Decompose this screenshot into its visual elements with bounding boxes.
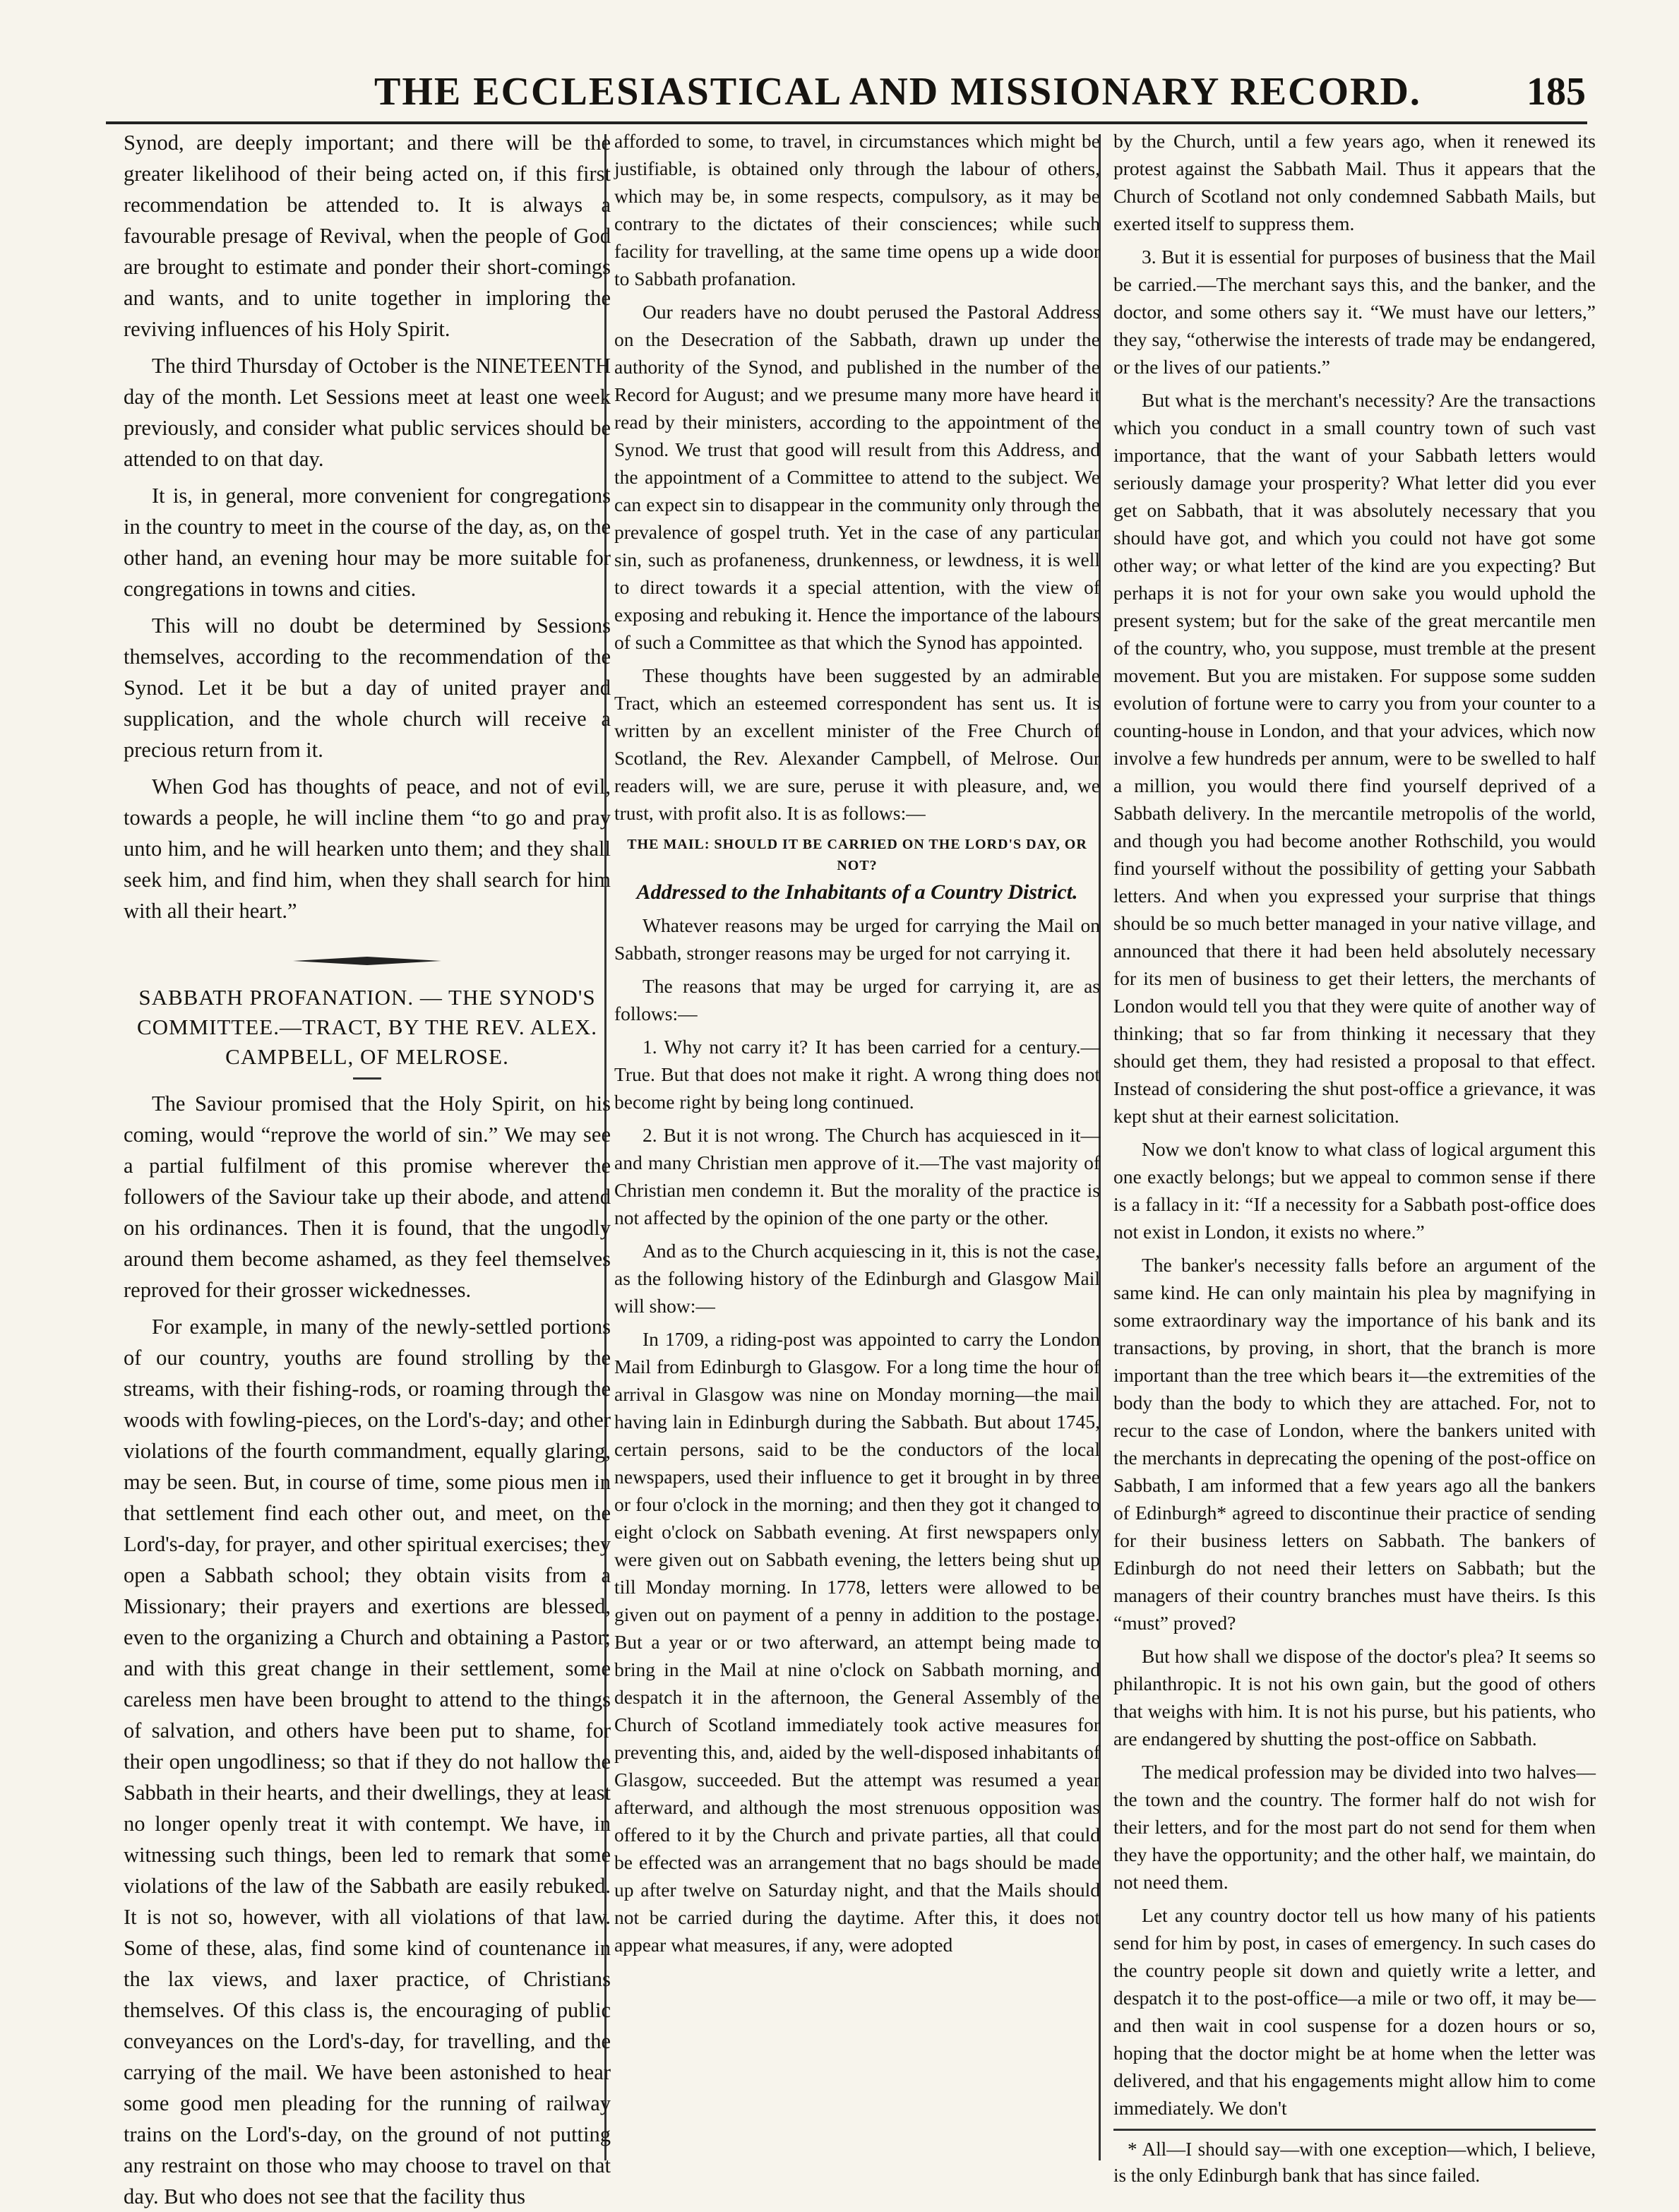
paragraph: And as to the Church acquiescing in it, this is not the case, as the following history of the Edinburgh and Glasgow Mail will show:—: [614, 1240, 1100, 1317]
paragraph: When God has thoughts of peace, and not of evil, towards a people, he will incline them “to go and pray unto him, and he will hearken unto them; and they shall seek him, and find him, when they shall search for him with all their heart.”: [124, 775, 611, 923]
ornament-icon: [293, 956, 441, 966]
paragraph: It is, in general, more convenient for congregations in the country to meet in the course of the day, as, on the other hand, an evening hour may be more suitable for congregations in towns and cities.: [124, 484, 611, 601]
paragraph: The third Thursday of October is the NINETEENTH day of the month. Let Sessions meet at least one week previously, and consider what public services should be attended to on that day.: [124, 354, 611, 471]
column-3: [1098, 127, 1596, 2186]
paragraph: Whatever reasons may be urged for carrying the Mail on Sabbath, stronger reasons may be urged for not carrying it.: [614, 914, 1100, 964]
paragraph: For example, in many of the newly-settled portions of our country, youths are found strolling by the streams, with their fishing-rods, or roaming through the woods with fowling-pieces, on the Lord's-day; and other violations of the fourth commandment, equally glaring, may be seen. But, in course of time, some pious men in that settlement find each other out, and meet, on the Lord's-day, for prayer, and other spiritual exercises; they open a Sabbath school; they obtain visits from a Missionary; their prayers and exertions are blessed, even to the organizing a Church and obtaining a Pastor; and with this great change in their settlement, some careless men have been brought to attend to the things of salvation, and others have been put to shame, for their open ungodliness; so that if they do not hallow the Sabbath in their hearts, and their dwellings, they at least no longer openly treat it with contempt. We have, in witnessing such things, been led to remark that some violations of the law of the Sabbath are easily rebuked. It is not so, however, with all violations of that law. Some of these, alas, find some kind of countenance in the lax views, and laxer practice, of Christians themselves. Of this class is, the encouraging of public conveyances on the Lord's-day, for travelling, and the carrying of the mail. We have been astonished to hear some good men pleading for the running of railway trains on the Lord's-day, on the ground of not putting any restraint on those who may choose to travel on that day. But who does not see that the facility thus: [124, 1315, 611, 2208]
tract-heading: THE MAIL: SHOULD IT BE CARRIED ON THE LORD'S DAY, OR NOT?: [627, 837, 1087, 873]
paragraph: Now we don't know to what class of logical argument this one exactly belongs; but we appeal to common sense if there is a fallacy in it: “If a necessity for a Sabbath post-office does not exist in London, it exists no where.”: [1113, 1138, 1596, 1243]
paragraph: The medical profession may be divided into two halves—the town and the country. The former half do not wish for their letters, and for the most part do not send for them when they have the opportunity; and the other half, we maintain, do not need them.: [1113, 1761, 1596, 1893]
column-2: [600, 127, 1100, 2168]
paragraph: But what is the merchant's necessity? Are the transactions which you conduct in a small country town of such vast importance, that the want of your Sabbath letters would seriously damage your prosperity? What letter did you ever get on Sabbath, that it was absolutely necessary that you should have got, and which you could not have got some other way; or what letter of the kind are you expecting? But perhaps it is not for your own sake you would uphold the present system; but for the sake of the great mercantile men of the country, who, you suppose, must tremble at the present movement. But you are mistaken. For suppose some sudden evolution of fortune were to carry you from your counter to a counting-house in London, and that your advices, which now involve a few hundreds per annum, were to be swelled to half a million, you would there find yourself deprived of a Sabbath delivery. In the mercantile metropolis of the world, and though you had become another Rothschild, you would find yourself without the possibility of getting your Sabbath letters. And when you expressed your surprise that things should be so much better managed in your native village, and announced that there it had been held absolutely necessary for its men of business to get their letters, the merchants of London would tell you that they were quite of another way of thinking; that so far from thinking it necessary that they should get them, they had resisted a proposal to that effect. Instead of considering the shut post-office a grievance, it was kept shut at their earnest solicitation.: [1113, 389, 1596, 1127]
paragraph: afforded to some, to travel, in circumstances which might be justifiable, is obtained only through the labour of others, which may be, in some respects, compulsory, as it may be contrary to the dictates of their consciences; while such facility for travelling, at the same time opens up a wide door to Sabbath profanation.: [614, 130, 1100, 289]
ornamental-rule: [124, 956, 611, 966]
page-number: 185: [1526, 70, 1586, 114]
tract-subheading: Addressed to the Inhabitants of a Country District.: [636, 880, 1078, 904]
footnote-divider: [1113, 2129, 1596, 2131]
footnote: * All—I should say—with one exception—which, I believe, is the only Edinburgh bank that has since failed.: [1113, 2139, 1596, 2186]
paragraph: Let any country doctor tell us how many of his patients send for him by post, in cases of emergency. In such cases do the country people sit down and quietly write a letter, and despatch it to the post-office—a mile or two off, it may be—and then wait in cool suspense for a dozen hours or so, hoping that the doctor might be at home when the letter was delivered, and that his engagements might allow him to come immediately. We don't: [1113, 1904, 1596, 2119]
paragraph: by the Church, until a few years ago, when it renewed its protest against the Sabbath Mail. Thus it appears that the Church of Scotland not only condemned Sabbath Mails, but exerted itself to suppress them.: [1113, 130, 1596, 234]
paragraph: The Saviour promised that the Holy Spirit, on his coming, would “reprove the world of sin.” We may see a partial fulfilment of this promise wherever the followers of the Saviour take up their abode, and attend on his ordinances. Then it is found, that the ungodly around them become ashamed, as they feel themselves reproved for their grosser wickednesses.: [124, 1092, 611, 1302]
paragraph: These thoughts have been suggested by an admirable Tract, which an esteemed correspondent has sent us. It is written by an excellent minister of the Free Church of Scotland, the Rev. Alexander Campbell, of Melrose. Our readers will, we are sure, peruse it with pleasure, and, we trust, with profit also. It is as follows:—: [614, 664, 1100, 824]
title-underline: [124, 1077, 611, 1080]
page-header: [106, 65, 1587, 124]
paragraph: In 1709, a riding-post was appointed to carry the London Mail from Edinburgh to Glasgow. For a long time the hour of arrival in Glasgow was nine on Monday morning—the mail having lain in Edinburgh during the Sabbath. But about 1745, certain persons, said to be the conductors of the local newspapers, used their influence to get it brought in by three or four o'clock in the morning; and then they got it changed to eight o'clock on Sabbath evening. At first newspapers only were given out on Sabbath evening, the letters being shut up till Monday morning. In 1778, letters were allowed to be given out on payment of a penny in addition to the postage. But a year or or two afterward, an attempt being made to bring in the Mail at nine o'clock on Sabbath morning, and despatch it in the afternoon, the General Assembly of the Church of Scotland immediately took active measures for preventing this, and, aided by the well-disposed inhabitants of Glasgow, succeeded. But the attempt was resumed a year afterward, and although the most strenuous opposition was offered to it by the Church and private parties, all that could be effected was an arrangement that no bags should be made up after twelve on Saturday night, and that the Mails should not be carried during the daytime. After this, it does not appear what measures, if any, were adopted: [614, 1328, 1100, 1956]
paragraph: 3. But it is essential for purposes of business that the Mail be carried.—The merchant says this, and the banker, and the doctor, and some others say it. “We must have our letters,” they say, “otherwise the interests of trade may be endangered, or the lives of our patients.”: [1113, 246, 1596, 378]
section-title: SABBATH PROFANATION. — THE SYNOD'S COMMITTEE.—TRACT, BY THE REV. ALEX. CAMPBELL, OF MELROSE.: [136, 985, 598, 1069]
paragraph: Our readers have no doubt perused the Pastoral Address on the Desecration of the Sabbath, drawn up under the authority of the Synod, and published in the number of the Record for August; and we presume many more have heard it read by their ministers, according to the appointment of the Synod. We trust that good will result from this Address, and the appointment of a Committee to attend to the subject. We can expect sin to disappear in the community only through the prevalence of gospel truth. Yet in the case of any particular sin, such as profaneness, drunkenness, or lewdness, it is well to direct towards it a special attention, with the view of exposing and rebuking it. Hence the importance of the labours of such a Committee as that which the Synod has appointed.: [614, 301, 1100, 653]
paragraph: 1. Why not carry it? It has been carried for a century.—True. But that does not make it right. A wrong thing does not become right by being long continued.: [614, 1036, 1100, 1113]
paragraph: Synod, are deeply important; and there will be the greater likelihood of their being acted on, if this first recommendation be attended to. It is always a favourable presage of Revival, when the people of God are brought to estimate and ponder their short-comings and wants, and to unite together in imploring the reviving influences of his Holy Spirit.: [124, 131, 611, 341]
paragraph: 2. But it is not wrong. The Church has acquiesced in it—and many Christian men approve of it.—The vast majority of Christian men condemn it. But the morality of the practice is not affected by the opinion of the one party or the other.: [614, 1124, 1100, 1228]
paragraph: The banker's necessity falls before an argument of the same kind. He can only maintain his plea by magnifying in some extraordinary way the importance of his bank and its transactions, by proving, in short, that the branch is more important than the tree which bears it—the extremities of the body than the body to which they are attached. For, not to recur to the case of London, where the bankers united with the merchants in deprecating the opening of the post-office on Sabbath, I am informed that a few years ago all the bankers of Edinburgh* agreed to discontinue their practice of sending for their business letters on Sabbath. The bankers of Edinburgh do not need their letters on Sabbath; but the managers of their country branches must have theirs. Is this “must” proved?: [1113, 1254, 1596, 1634]
paragraph: This will no doubt be determined by Sessions themselves, according to the recommendation of the Synod. Let it be but a day of united prayer and supplication, and the whole church will receive a precious return from it.: [124, 614, 611, 762]
column-1: [124, 127, 611, 2208]
running-title: THE ECCLESIASTICAL AND MISSIONARY RECORD.: [374, 70, 1421, 114]
paragraph: But how shall we dispose of the doctor's plea? It seems so philanthropic. It is not his own gain, but the good of others that weighs with him. It is not his purse, but his patients, who are endangered by shutting the post-office on Sabbath.: [1113, 1645, 1596, 1750]
paragraph: The reasons that may be urged for carrying it, are as follows:—: [614, 975, 1100, 1024]
